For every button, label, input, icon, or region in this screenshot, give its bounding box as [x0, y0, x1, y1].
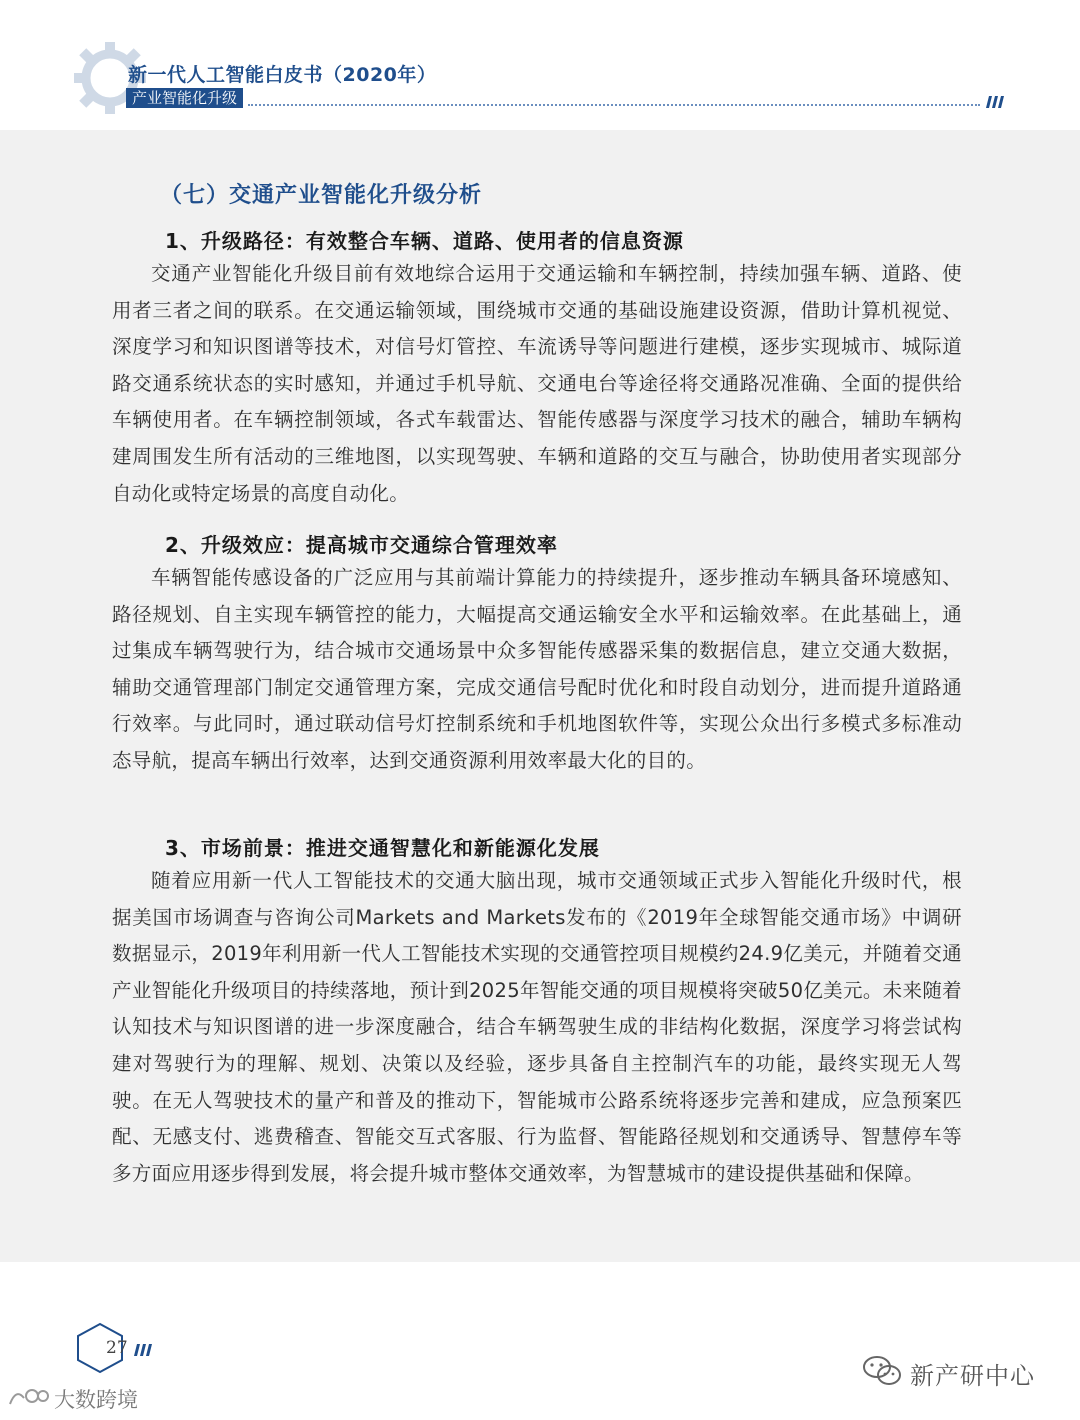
brand-logo-icon: [6, 1384, 50, 1410]
subheading-upgrade-path: 1、升级路径：有效整合车辆、道路、使用者的信息资源: [165, 229, 684, 253]
header-dotted-rule: [248, 104, 980, 106]
paragraph-market-outlook: 随着应用新一代人工智能技术的交通大脑出现，城市交通领域正式步入智能化升级时代，根据美国市场调查与咨询公司Markets and Markets发布的《2019年全球智能交通市场》中调研数据显示，2019年利用新一代人工智能技术实现的交通管控项目规模约24.9亿美元，并随着交通产业智能化升级项目的持续落地，预计到2025年智能交通的项目规模将突破50亿美元。未来随着认知技术与知识图谱的进一步深度融合，结合车辆驾驶生成的非结构化数据，深度学习将尝试构建对驾驶行为的理解、规划、决策以及经验，逐步具备自主控制汽车的功能，最终实现无人驾驶。在无人驾驶技术的量产和普及的推动下，智能城市公路系统将逐步完善和建成，应急预案匹配、无感支付、逃费稽查、智能交互式客服、行为监督、智能路径规划和交通诱导、智慧停车等多方面应用逐步得到发展，将会提升城市整体交通效率，为智慧城市的建设提供基础和保障。: [112, 869, 962, 1185]
wechat-icon: [862, 1354, 902, 1388]
footer-bars-icon: [134, 1344, 154, 1356]
header-subtitle: 产业智能化升级: [126, 88, 243, 108]
paragraph-upgrade-effect: 车辆智能传感设备的广泛应用与其前端计算能力的持续提升，逐步推动车辆具备环境感知、路径规划、自主实现车辆管控的能力，大幅提高交通运输安全水平和运输效率。在此基础上，通过集成车辆驾驶行为，结合城市交通场景中众多智能传感器采集的数据信息，建立交通大数据，辅助交通管理部门制定交通管理方案，完成交通信号配时优化和时段自动划分，进而提升道路通行效率。与此同时，通过联动信号灯控制系统和手机地图软件等，实现公众出行多模式多标准动态导航，提高车辆出行效率，达到交通资源利用效率最大化的目的。: [112, 566, 962, 772]
section-title: （七）交通产业智能化升级分析: [160, 183, 483, 208]
page-footer: [0, 1262, 1080, 1420]
page-number: 27: [106, 1338, 128, 1358]
header-title: 新一代人工智能白皮书（2020年）: [128, 64, 437, 86]
watermark-right: 新产研中心: [910, 1362, 1035, 1390]
subheading-market-outlook: 3、市场前景：推进交通智慧化和新能源化发展: [165, 836, 600, 860]
paragraph-upgrade-path: 交通产业智能化升级目前有效地综合运用于交通运输和车辆控制，持续加强车辆、道路、使用者三者之间的联系。在交通运输领域，围绕城市交通的基础设施建设资源，借助计算机视觉、深度学习和知识图谱等技术，对信号灯管控、车流诱导等问题进行建模，逐步实现城市、城际道路交通系统状态的实时感知，并通过手机导航、交通电台等途径将交通路况准确、全面的提供给车辆使用者。在车辆控制领域，各式车载雷达、智能传感器与深度学习技术的融合，辅助车辆构建周围发生所有活动的三维地图，以实现驾驶、车辆和道路的交互与融合，协助使用者实现部分自动化或特定场景的高度自动化。: [112, 262, 962, 505]
page-header: [0, 0, 1080, 130]
header-bars-icon: [986, 96, 1006, 108]
subheading-upgrade-effect: 2、升级效应：提高城市交通综合管理效率: [165, 533, 558, 557]
watermark-left: 大数跨境: [54, 1388, 138, 1412]
